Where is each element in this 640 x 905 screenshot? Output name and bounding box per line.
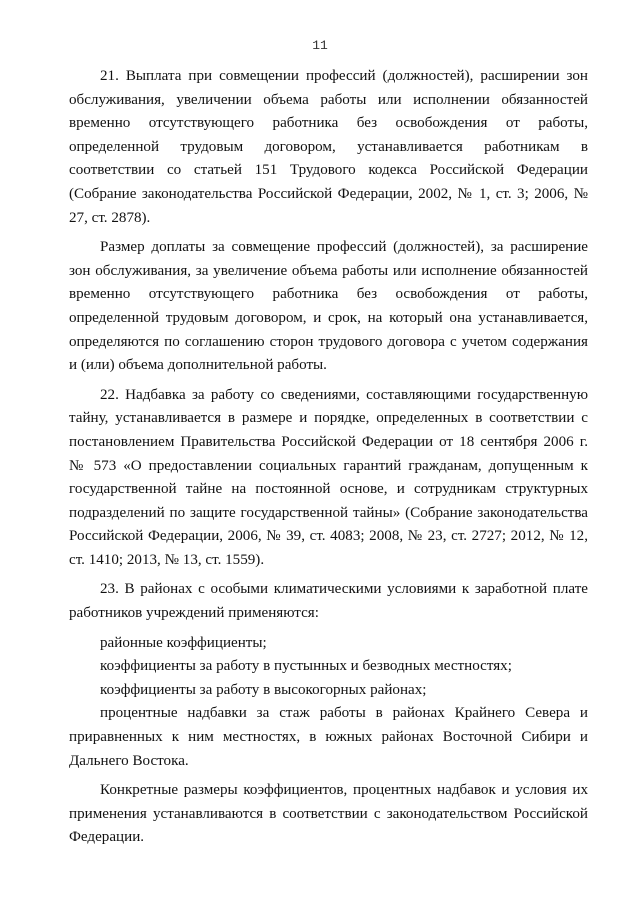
paragraph-23-conclusion: Конкретные размеры коэффициентов, процентных надбавок и условия их применения устанавливаются в соответствии с законодательством Российской Федерации.	[69, 782, 588, 846]
page-number: 11	[312, 38, 328, 53]
paragraph-21-supplement: Размер доплаты за совмещение профессий (должностей), за расширение зон обслуживания, за увеличение объема работы или исполнение обязанностей временно отсутствующего работника без освобождения от работы, определенной трудовым договором, и срок, на который она устанавливается, определяются по соглашению сторон трудового договора с учетом содержания и (или) объема дополнительной работы.	[69, 239, 588, 374]
paragraph-23: 23. В районах с особыми климатическими условиями к заработной плате работников учреждений применяются:	[69, 581, 588, 622]
list-item-regional-coefficients: районные коэффициенты;	[100, 634, 267, 651]
list-item-highland-coefficients: коэффициенты за работу в высокогорных районах;	[100, 681, 427, 698]
list-item-north-allowances: процентные надбавки за стаж работы в районах Крайнего Севера и приравненных к ним местностях, в южных районах Восточной Сибири и Дальнего Востока.	[69, 705, 588, 769]
document-body	[69, 65, 588, 856]
paragraph-21: 21. Выплата при совмещении профессий (должностей), расширении зон обслуживания, увеличении объема работы или исполнении обязанностей временно отсутствующего работника без освобождения от работы, определенной трудовым договором, устанавливается работникам в соответствии со статьей 151 Трудового кодекса Российской Федерации (Собрание законодательства Российской Федерации, 2002, № 1, ст. 3; 2006, № 27, ст. 2878).	[69, 68, 588, 226]
list-item-desert-coefficients: коэффициенты за работу в пустынных и безводных местностях;	[100, 658, 512, 675]
paragraph-22: 22. Надбавка за работу со сведениями, составляющими государственную тайну, устанавливается в размере и порядке, определенных в соответствии с постановлением Правительства Российской Федерации от 18 сентября 2006 г. № 573 «О предоставлении социальных гарантий гражданам, допущенным к государственной тайне на постоянной основе, и сотрудникам структурных подразделений по защите государственной тайны» (Собрание законодательства Российской Федерации, 2006, № 39, ст. 4083; 2008, № 23, ст. 2727; 2012, № 12, ст. 1410; 2013, № 13, ст. 1559).	[69, 386, 588, 568]
